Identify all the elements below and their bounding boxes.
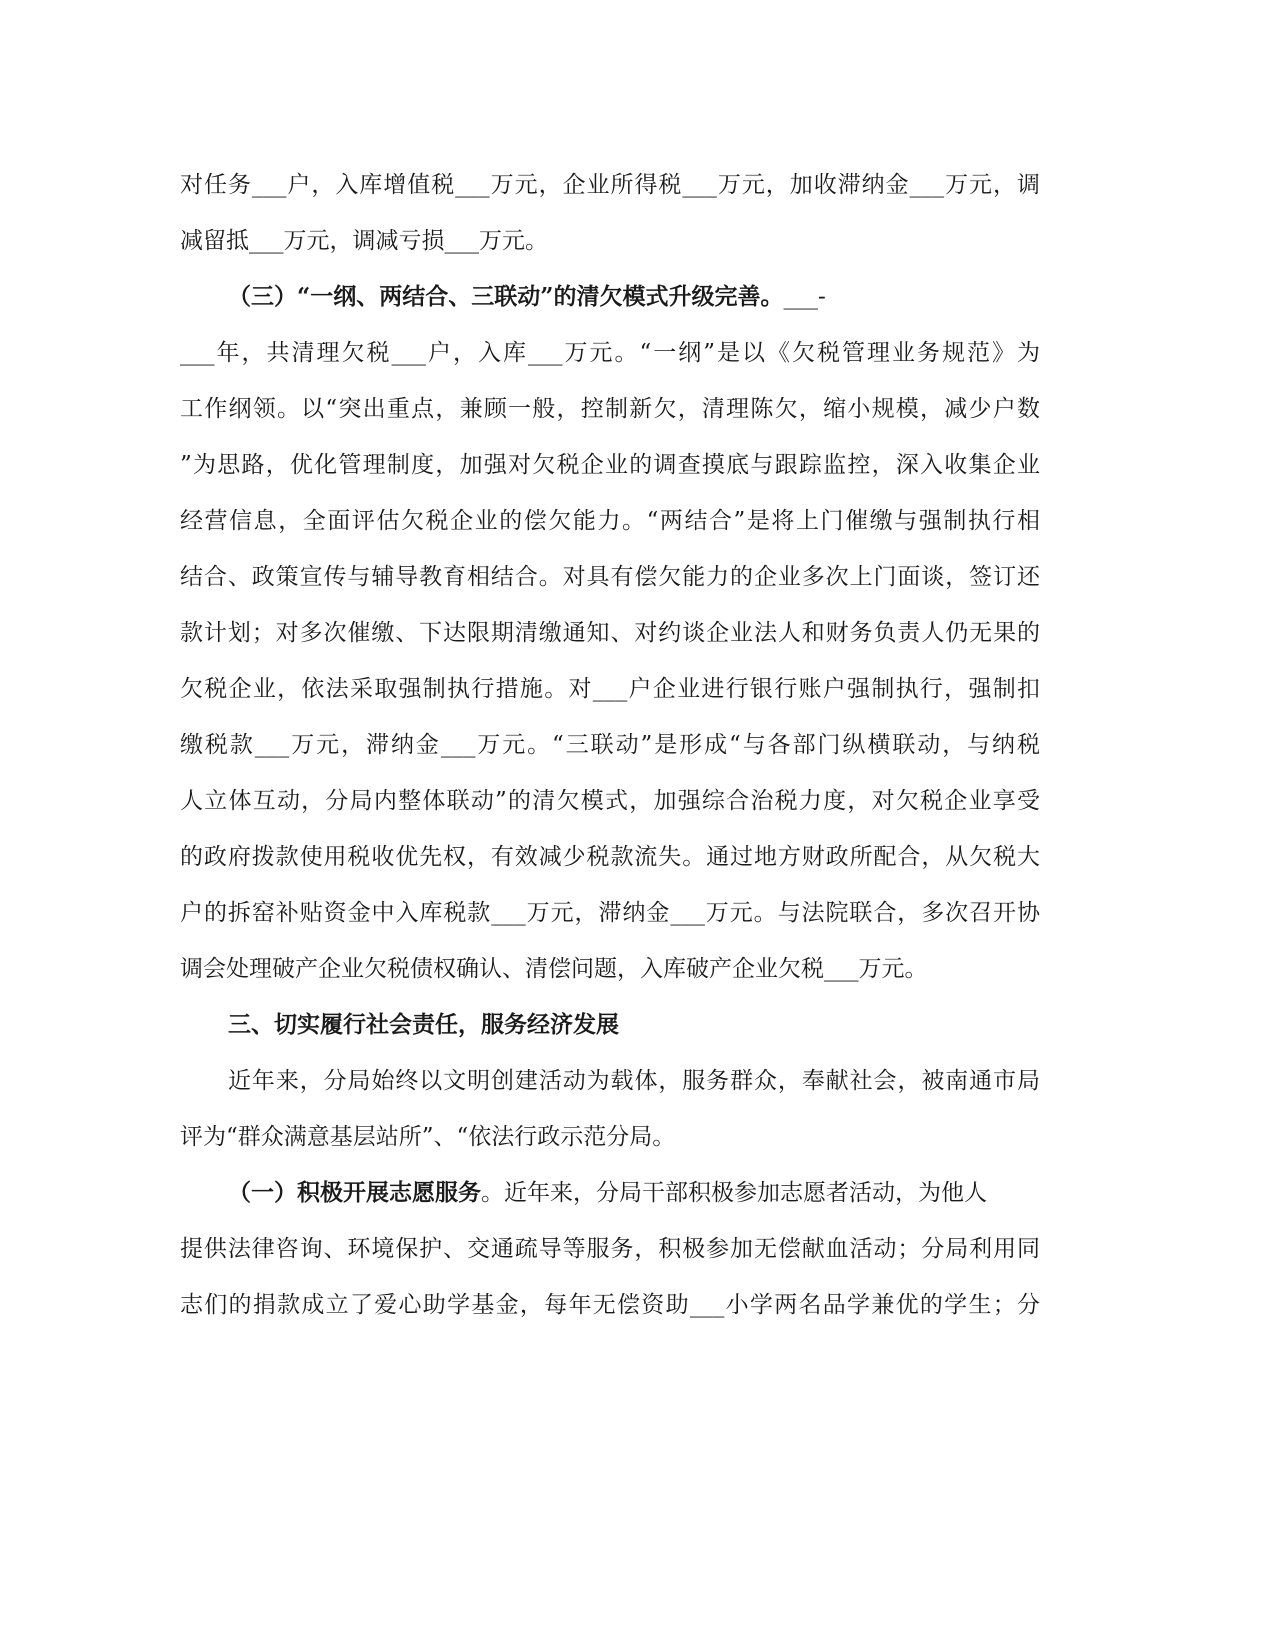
subsection-line — [228, 1178, 1040, 1208]
paragraph-line: 对任务___户，入库增值税___万元，企业所得税___万元，加收滞纳金___万元，调 — [180, 172, 1040, 198]
paragraph-line: 志们的捐款成立了爱心助学基金，每年无偿资助___小学两名品学兼优的学生；分 — [180, 1292, 1040, 1318]
paragraph-line: 减留抵___万元，调减亏损___万元。 — [180, 228, 548, 254]
paragraph-line: 评为“群众满意基层站所”、“依法行政示范分局。 — [180, 1124, 676, 1150]
paragraph-line: ___年，共清理欠税___户，入库___万元。“一纲”是以《欠税管理业务规范》为 — [180, 340, 1040, 366]
paragraph-line: 近年来，分局始终以文明创建活动为载体，服务群众，奉献社会，被南通市局 — [228, 1068, 1040, 1094]
subsection-text: 。近年来，分局干部积极参加志愿者活动，为他人 — [481, 1180, 987, 1206]
paragraph-line: 结合、政策宣传与辅导教育相结合。对具有偿欠能力的企业多次上门面谈，签订还 — [180, 564, 1040, 590]
paragraph-line: 调会处理破产企业欠税债权确认、清偿问题，入库破产企业欠税___万元。 — [180, 956, 928, 982]
paragraph-line: 的政府拨款使用税收优先权，有效减少税款流失。通过地方财政所配合，从欠税大 — [180, 844, 1040, 870]
paragraph-line: 欠税企业，依法采取强制执行措施。对___户企业进行银行账户强制执行，强制扣 — [180, 676, 1040, 702]
section-title: 三、切实履行社会责任，服务经济发展 — [228, 1011, 619, 1038]
heading-trailing-text: ___- — [783, 284, 826, 310]
paragraph-line: 户的拆窑补贴资金中入库税款___万元，滞纳金___万元。与法院联合，多次召开协 — [180, 900, 1040, 926]
paragraph-line: ”为思路，优化管理制度，加强对欠税企业的调查摸底与跟踪监控，深入收集企业 — [180, 452, 1040, 478]
paragraph-line: 提供法律咨询、环境保护、交通疏导等服务，积极参加无偿献血活动；分局利用同 — [180, 1236, 1040, 1262]
paragraph-line: 工作纲领。以“突出重点，兼顾一般，控制新欠，清理陈欠，缩小规模，减少户数 — [180, 396, 1040, 422]
paragraph-line: 款计划；对多次催缴、下达限期清缴通知、对约谈企业法人和财务负责人仍无果的 — [180, 620, 1040, 646]
paragraph-line: 人立体互动，分局内整体联动”的清欠模式，加强综合治税力度，对欠税企业享受 — [180, 788, 1040, 814]
section-heading-line — [228, 282, 1040, 312]
paragraph-line: 经营信息，全面评估欠税企业的偿欠能力。“两结合”是将上门催缴与强制执行相 — [180, 508, 1040, 534]
subsection-heading: （一）积极开展志愿服务 — [228, 1179, 481, 1206]
section-heading: （三）“一纲、两结合、三联动”的清欠模式升级完善。 — [228, 283, 784, 310]
paragraph-line: 缴税款___万元，滞纳金___万元。“三联动”是形成“与各部门纵横联动，与纳税 — [180, 732, 1040, 758]
